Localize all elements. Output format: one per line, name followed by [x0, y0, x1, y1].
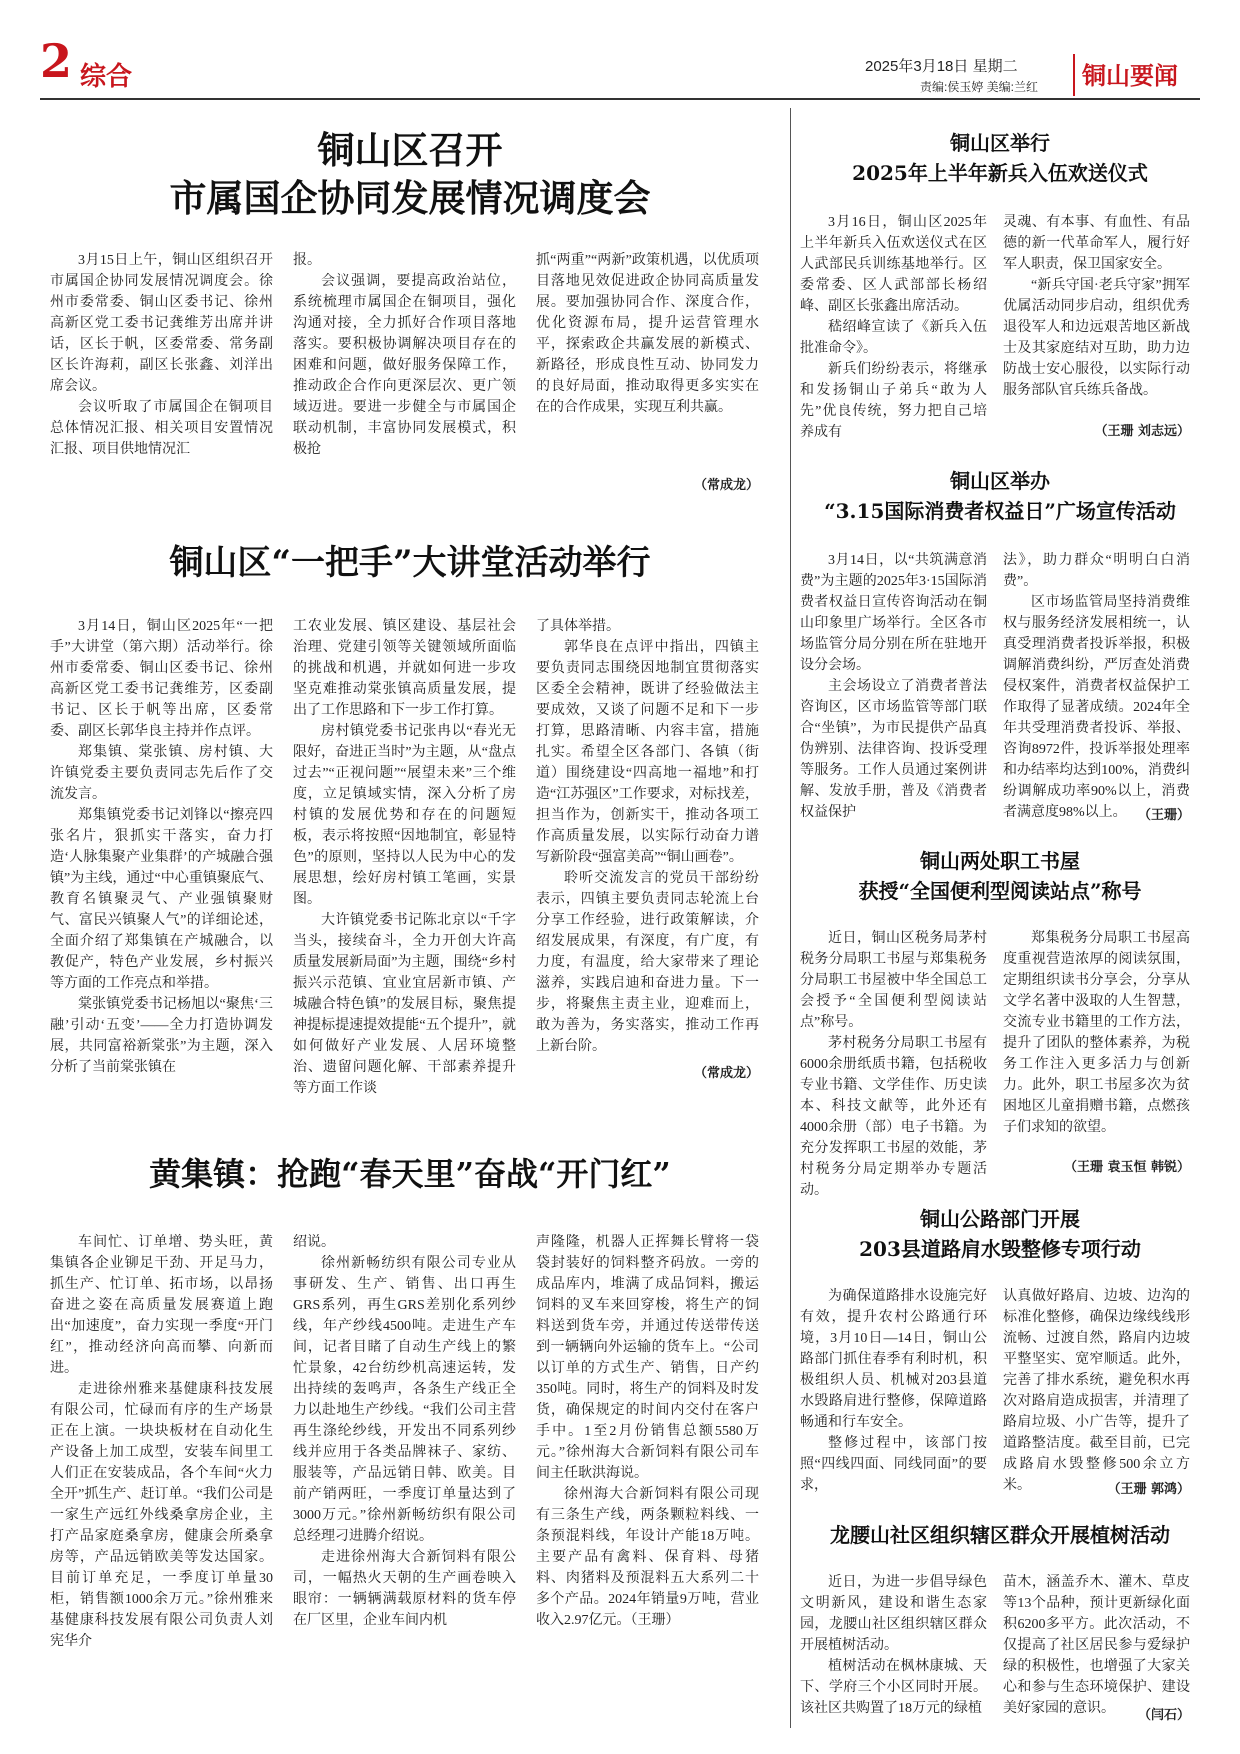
paragraph: 新兵们纷纷表示，将继承和发扬铜山子弟兵“敢为人先”优良传统，努力把自己培养成有 [800, 362, 987, 440]
paragraph: 大许镇党委书记陈北京以“千字当头，接续奋斗，全力开创大许高质量发展新局面”为主题，围绕“乡村振兴示范镇、宜业宜居新市镇、产城融合特色镇”的发展目标，聚焦提神提标提速提效提能“五个提升”，就如何做好产业发展、人居环境整治、遗留问题化解、干部素养提升等方面工作谈 [293, 913, 516, 1096]
paragraph: 绍说。 [293, 1235, 335, 1250]
paragraph: 聆听交流发言的党员干部纷纷表示，四镇主要负责同志轮流上台分享工作经验，进行政策解读，介绍发展成果，有深度，有广度，有力度，有温度，给大家带来了理论滋养，实践启迪和奋进力量。下一步，将聚焦主责主业，迎难而上，敢为善为，务实落实，推动工作再上新台阶。 [536, 871, 759, 1054]
paragraph: 会议听取了市属国企在铜项目总体情况汇报、相关项目安置情况汇报、项目供地情况汇 [50, 400, 273, 457]
section-name: 综合 [80, 62, 133, 92]
article-column [50, 1232, 273, 1724]
article-title [800, 1520, 1200, 1550]
paragraph: 近日，铜山区税务局茅村税务分局职工书屋与郑集税务分局职工书屋被中华全国总工会授予“全国便利型阅读站点”称号。 [800, 931, 987, 1030]
paragraph: 3月16日，铜山区2025年上半年新兵入伍欢送仪式在区人武部民兵训练基地举行。区委常委、区人武部部长杨绍峰、副区长张鑫出席活动。 [800, 215, 987, 314]
paragraph: 郑集镇党委书记刘锋以“擦亮四张名片，狠抓实干落实，奋力打造‘人脉集聚产业集群’的产城融合强镇”为主线，通过“中心重镇聚底气、教育名镇聚灵气、产业强镇聚财气、富民兴镇聚人气”的详细论述，全面介绍了郑集镇在产城融合，以教促产，特色产业发展，乡村振兴等方面的工作亮点和举措。 [50, 808, 273, 991]
article-column [800, 550, 987, 826]
paragraph: 认真做好路肩、边坡、边沟的标准化整修，确保边缘线线形流畅、过渡自然，路肩内边坡平整坚实、宽窄顺适。此外，完善了排水系统，避免积水再次对路肩造成损害，并清理了路肩垃圾、小广告等，提升了道路整洁度。截至目前，已完成路肩水毁整修500余立方米。 [1003, 1289, 1190, 1493]
article-title-line: 2025年上半年新兵入伍欢送仪式 [852, 161, 1148, 185]
byline: （王珊） [1137, 808, 1190, 823]
paragraph: 郑集税务分局职工书屋高度重视营造浓厚的阅读氛围，定期组织读书分享会，分享从文学名著中汲取的人生智慧，交流专业书籍里的工作方法，提升了团队的整体素养，为税务工作注入更多活力与创新力。此外，职工书屋多次为贫困地区儿童捐赠书籍，点燃孩子们求知的欲望。 [1003, 931, 1190, 1135]
paragraph: 灵魂、有本事、有血性、有品德的新一代革命军人，履行好军人职责，保卫国家安全。 [1003, 215, 1190, 272]
editor-credits: 责编:侯玉婷 美编:兰红 [920, 80, 1039, 94]
article-title [40, 126, 780, 222]
article-title-line: 获授“全国便利型阅读站点”称号 [858, 879, 1142, 903]
paragraph: 会议强调，要提高政治站位，系统梳理市属国企在铜项目，强化沟通对接，全力抓好合作项目落地落实。要积极协调解决项目存在的困难和问题，做好服务保障工作，推动政企合作向更深层次、更广领域迈进。要进一步健全与市属国企联动机制，丰富协同发展模式，积极抢 [293, 274, 516, 457]
article-title-line: 黄集镇：抢跑“春天里”奋战“开门红” [149, 1155, 671, 1193]
byline: （闫石） [1137, 1708, 1190, 1723]
article-title [800, 1204, 1200, 1264]
article-title-line: 铜山区举办 [950, 469, 1050, 493]
article-column [50, 250, 273, 490]
paragraph: 植树活动在枫林康城、天下、学府三个小区同时开展。该社区共购置了18万元的绿植 [800, 1659, 987, 1716]
paragraph: 茅村税务分局职工书屋有6000余册纸质书籍，包括税收专业书籍、文学佳作、历史读本、科技文献等，此外还有4000余册（部）电子书籍。为充分发挥职工书屋的效能，茅村税务分局定期举办专题活动。 [800, 1036, 987, 1198]
paragraph: 车间忙、订单增、势头旺，黄集镇各企业铆足干劲、开足马力，抓生产、忙订单、拓市场，以昂扬奋进之姿在高质量发展赛道上跑出“加速度”，奋力实现一季度“开门红”，推动经济向高而攀、向新而进。 [50, 1235, 273, 1376]
byline: （常成龙） [693, 478, 759, 493]
byline: （王珊 刘志远） [1094, 424, 1190, 439]
article-title [800, 466, 1200, 526]
paragraph: 了具体举措。 [536, 619, 620, 634]
paragraph: 报。 [293, 253, 321, 268]
article-column [800, 212, 987, 442]
article-column [1003, 928, 1190, 1138]
paragraph: 嵇绍峰宣读了《新兵入伍批准命令》。 [800, 320, 987, 356]
paragraph: 整修过程中，该部门按照“四线四面、同线同面”的要求， [800, 1436, 987, 1493]
page-number: 2 [40, 34, 73, 88]
article-column [293, 250, 516, 490]
byline: （王珊 郭鸿） [1107, 1482, 1190, 1497]
article-column [293, 616, 516, 1096]
article-title-line: 龙腰山社区组织辖区群众开展植树活动 [830, 1523, 1170, 1547]
paragraph: 区市场监管局坚持消费维权与服务经济发展相统一，认真受理消费者投诉举报，积极调解消费纠纷，严厉查处消费侵权案件，消费者权益保护工作取得了显著成绩。2024年全年共受理消费者投诉、举报、咨询8972件，投诉举报处理率和办结率均达到100%，消费纠纷调解成功率90%以上，消费者满意度98%以上。 [1003, 595, 1190, 820]
header-rule [40, 98, 1200, 100]
article-title-line: 铜山公路部门开展 [920, 1207, 1080, 1231]
paragraph: 为确保道路排水设施完好有效，提升农村公路通行环境，3月10日—14日，铜山公路部门抓住春季有利时机，积极组织人员、机械对203县道水毁路肩进行整修，保障道路畅通和行车安全。 [800, 1289, 987, 1430]
paragraph: 3月15日上午，铜山区组织召开市属国企协同发展情况调度会。徐州市委常委、铜山区委书记、徐州高新区党工委书记龚维芳出席并讲话，区长于帆，区委常委、常务副区长许海莉，副区长张鑫、刘洋出席会议。 [50, 253, 273, 394]
article-column [536, 616, 759, 1054]
paragraph: 棠张镇党委书记杨旭以“聚焦‘三融’引动‘五变’——全力打造协调发展，共同富裕新棠张”为主题，深入分析了当前棠张镇在 [50, 997, 273, 1075]
article-title-line: 203县道路肩水毁整修专项行动 [859, 1237, 1141, 1261]
paragraph: 主会场设立了消费者普法咨询区，区市场监管等部门联合“坐镇”，为市民提供产品真伪辨别、法律咨询、投诉受理等服务。工作人员通过案例讲解、发放手册，普及《消费者权益保护 [800, 679, 987, 820]
article-title-line: “3.15国际消费者权益日”广场宣传活动 [824, 499, 1176, 523]
column-divider [790, 108, 791, 1728]
article-column [1003, 212, 1190, 422]
paragraph: 走进徐州海大合新饲料有限公司，一幅热火天朝的生产画卷映入眼帘：一辆辆满载原材料的货车停在厂区里，企业车间内机 [293, 1550, 516, 1628]
paragraph: 法》，助力群众“明明白白消费”。 [1003, 553, 1190, 589]
article-title [800, 846, 1200, 906]
paragraph: “新兵守国·老兵守家”拥军优属活动同步启动，组织优秀退役军人和边远艰苦地区新战士及其家庭结对互助，助力边防战士安心服役，以实际行动服务部队官兵练兵备战。 [1003, 278, 1190, 398]
paragraph: 工农业发展、镇区建设、基层社会治理、党建引领等关键领域所面临的挑战和机遇，并就如何进一步攻坚克难推动棠张镇高质量发展，提出了工作思路和下一步工作打算。 [293, 619, 516, 718]
article-column [536, 1232, 759, 1724]
header-separator [1073, 54, 1075, 96]
article-column [800, 928, 987, 1198]
paragraph: 房村镇党委书记张冉以“春光无限好，奋进正当时”为主题，从“盘点过去”“正视问题”“展望未来”三个维度，立足镇域实情，深入分析了房村镇的发展优势和存在的问题短板，表示将按照“因地制宜，彰显特色”的原则，坚持以人民为中心的发展思想，绘好房村镇工笔画，实景图。 [293, 724, 516, 907]
article-title-line: 市属国企协同发展情况调度会 [169, 176, 651, 220]
paragraph: 3月14日，铜山区2025年“一把手”大讲堂（第六期）活动举行。徐州市委常委、铜山区委书记、徐州高新区党工委书记龚维芳，区委副书记、区长于帆等出席，区委常委、副区长郭华良主持并作点评。 [50, 619, 273, 739]
paragraph: 徐州海大合新饲料有限公司现有三条生产线，两条颗粒料线、一条预混料线，年设计产能18万吨。主要产品有禽料、保育料、母猪料、肉猪料及预混料五大系列二十多个产品。2024年销量9万吨，营业收入2.97亿元。（王珊） [536, 1487, 759, 1628]
article-title [800, 128, 1200, 188]
article-title [40, 541, 780, 585]
paragraph: 走进徐州雅来基健康科技发展有限公司，忙碌而有序的生产场景正在上演。一块块板材在自动化生产设备上加工成型，安装车间里工人们正在安装成品，各个车间“火力全开”抓生产、赶订单。“我们公司是一家生产远红外线桑拿房企业，主打产品家庭桑拿房，健康会所桑拿房等，产品远销欧美等发达国家。目前订单充足，一季度订单量30柜，销售额1000余万元。”徐州雅来基健康科技发展有限公司负责人刘宪华介 [50, 1382, 273, 1649]
paragraph: 郭华良在点评中指出，四镇主要负责同志围绕因地制宜贯彻落实区委全会精神，既讲了经验做法主要成效，又谈了问题不足和下一步打算，思路清晰、内容丰富，措施扎实。希望全区各部门、各镇（街道）围绕建设“四高地一福地”和打造“江苏强区”工作要求，对标找差，担当作为，创新实干，推动各项工作高质量发展，以实际行动奋力谱写新阶段“强富美高”“铜山画卷”。 [536, 640, 759, 865]
article-column [536, 250, 759, 450]
byline: （常成龙） [693, 1066, 759, 1081]
paragraph: 徐州新畅纺织有限公司专业从事研发、生产、销售、出口再生GRS系列，再生GRS差别化系列纱线，年产纱线4500吨。走进生产车间，记者目睹了自动生产线上的繁忙景象，42台纺纱机高速运转，发出持续的轰鸣声，各条生产线正全力以赴地生产纱线。“我们公司主营再生涤纶纱线，开发出不同系列纱线并应用于各类品牌袜子、家纺、服装等，产品远销日韩、欧美。目前产销两旺，一季度订单量达到了3000万元。”徐州新畅纺织有限公司总经理刁进腾介绍说。 [293, 1256, 516, 1544]
byline: （王珊 袁玉恒 韩锐） [1063, 1160, 1190, 1175]
paragraph: 苗木，涵盖乔木、灌木、草皮等13个品种，预计更新绿化面积6200多平方。此次活动，不仅提高了社区居民参与爱绿护绿的积极性，也增强了大家关心和参与生态环境保护、建设美好家园的意识。 [1003, 1575, 1190, 1716]
article-title-line: 铜山区召开 [317, 128, 503, 172]
article-column [293, 1232, 516, 1724]
paragraph: 3月14日，以“共筑满意消费”为主题的2025年3·15国际消费者权益日宣传咨询活动在铜山印象里广场举行。全区各市场监管分局分别在所在驻地开设分会场。 [800, 553, 987, 673]
paragraph: 郑集镇、棠张镇、房村镇、大许镇党委主要负责同志先后作了交流发言。 [50, 745, 273, 802]
paragraph: 抓“两重”“两新”政策机遇，以优质项目落地见效促进政企协同高质量发展。要加强协同合作、深度合作，优化资源布局，提升运营管理水平，探索政企共赢发展的新模式、新路径，形成良性互动、协同发力的良好局面，推动取得更多实实在在的合作成果，实现互利共赢。 [536, 253, 759, 415]
article-column [800, 1572, 987, 1724]
article-title-line: 铜山区举行 [950, 131, 1050, 155]
article-column [50, 616, 273, 1092]
article-title-line: 铜山区“一把手”大讲堂活动举行 [169, 543, 651, 583]
article-title-line: 铜山两处职工书屋 [920, 849, 1080, 873]
issue-date: 2025年3月18日 星期二 [865, 58, 1018, 75]
column-brand: 铜山要闻 [1082, 61, 1178, 90]
article-title [40, 1152, 780, 1196]
article-column [800, 1286, 987, 1496]
paragraph: 近日，为进一步倡导绿色文明新风，建设和谐生态家园，龙腰山社区组织辖区群众开展植树活动。 [800, 1575, 987, 1653]
paragraph: 声隆隆，机器人正挥舞长臂将一袋袋封装好的饲料整齐码放。一旁的成品库内，堆满了成品饲料，搬运饲料的叉车来回穿梭，将生产的饲料送到货车旁，并通过传送带传送到一辆辆向外运输的货车上。“公司以订单的方式生产、销售，日产约350吨。同时，将生产的饲料及时发货，确保规定的时间内交付在客户手中。1至2月份销售总额5580万元。”徐州海大合新饲料有限公司车间主任耿洪海说。 [536, 1235, 759, 1481]
